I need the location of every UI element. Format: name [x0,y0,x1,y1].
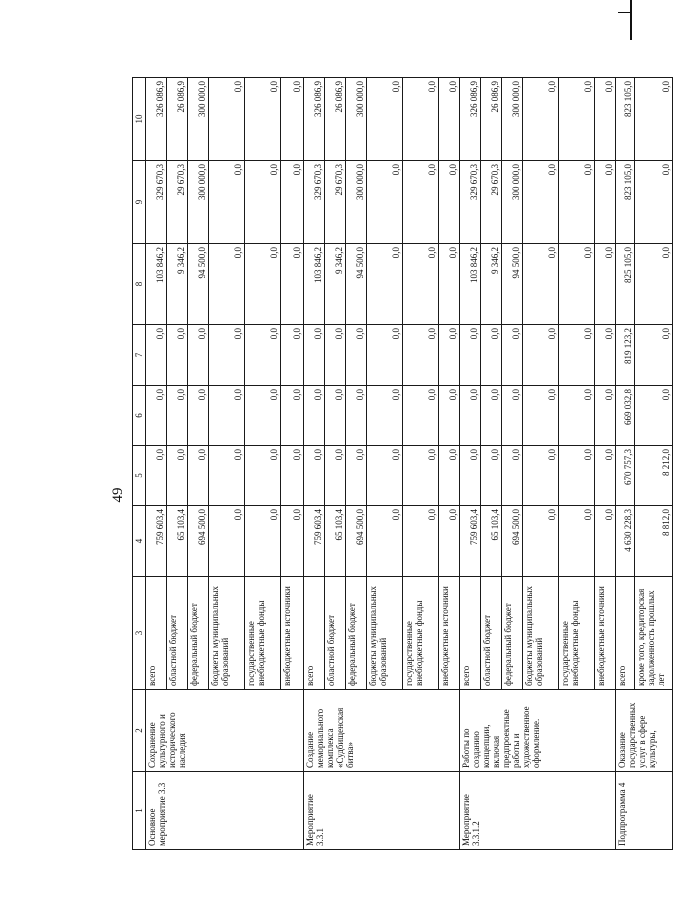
value-cell: 300 000,0 [502,78,523,161]
value-cell: 26 086,9 [167,78,188,161]
funding-source-cell: бюджеты муниципальных образований [367,577,403,690]
item-name-cell: Оказание государственных услуг в сфере культуры, [616,690,673,772]
funding-source-cell: внебюджетные источники [281,577,304,690]
scan-edge-mark [630,0,632,40]
funding-source-cell: областной бюджет [481,577,502,690]
value-cell: 103 846,2 [304,244,325,325]
value-cell: 0,0 [403,325,439,386]
value-cell: 326 086,9 [146,78,167,161]
value-cell: 0,0 [245,161,281,244]
value-cell: 9 346,2 [325,244,346,325]
value-cell: 300 000,0 [188,78,209,161]
value-cell: 0,0 [188,446,209,506]
value-cell: 329 670,3 [146,161,167,244]
funding-source-cell: государственные внебюджетные фонды [403,577,439,690]
value-cell: 0,0 [188,386,209,446]
value-cell: 0,0 [523,325,559,386]
value-cell: 0,0 [595,161,616,244]
value-cell: 0,0 [439,78,460,161]
funding-source-cell: всего [616,577,635,690]
value-cell: 94 500,0 [346,244,367,325]
value-cell: 0,0 [559,244,595,325]
value-cell: 300 000,0 [502,161,523,244]
value-cell: 0,0 [281,506,304,577]
value-cell: 0,0 [245,446,281,506]
item-code-cell: Мероприятие 3.3.1 [304,772,460,850]
value-cell: 0,0 [209,244,245,325]
value-cell: 0,0 [403,161,439,244]
value-cell: 0,0 [439,244,460,325]
value-cell: 29 670,3 [167,161,188,244]
table-row [616,78,635,850]
value-cell: 0,0 [281,78,304,161]
value-cell: 26 086,9 [481,78,502,161]
value-cell: 65 103,4 [481,506,502,577]
value-cell: 0,0 [559,506,595,577]
value-cell: 103 846,2 [460,244,481,325]
value-cell: 0,0 [209,386,245,446]
value-cell: 0,0 [502,325,523,386]
value-cell: 0,0 [403,506,439,577]
item-name-cell: Работы по созданию концепции, включая предпроектные работы и художественное оформление. [460,690,616,772]
value-cell: 8 812,0 [635,506,673,577]
value-cell: 0,0 [460,325,481,386]
value-cell: 0,0 [245,244,281,325]
value-cell: 0,0 [325,446,346,506]
value-cell: 0,0 [325,386,346,446]
value-cell: 0,0 [281,161,304,244]
value-cell: 0,0 [559,325,595,386]
value-cell: 0,0 [167,446,188,506]
value-cell: 0,0 [523,386,559,446]
value-cell: 0,0 [167,325,188,386]
value-cell: 0,0 [460,446,481,506]
value-cell: 300 000,0 [188,161,209,244]
item-code-cell: Подпрограмма 4 [616,772,673,850]
value-cell: 103 846,2 [146,244,167,325]
funding-source-cell: всего [304,577,325,690]
value-cell: 823 105,0 [616,78,635,161]
header-cell: 6 [133,386,146,446]
funding-source-cell: внебюджетные источники [439,577,460,690]
value-cell: 0,0 [367,325,403,386]
value-cell: 326 086,9 [304,78,325,161]
value-cell: 0,0 [209,78,245,161]
value-cell: 0,0 [523,244,559,325]
value-cell: 29 670,3 [325,161,346,244]
value-cell: 0,0 [146,325,167,386]
value-cell: 0,0 [346,386,367,446]
value-cell: 329 670,3 [460,161,481,244]
value-cell: 0,0 [523,161,559,244]
value-cell: 0,0 [146,386,167,446]
value-cell: 0,0 [209,446,245,506]
value-cell: 0,0 [595,386,616,446]
value-cell: 0,0 [346,325,367,386]
value-cell: 0,0 [439,446,460,506]
value-cell: 0,0 [367,386,403,446]
funding-source-cell: государственные внебюджетные фонды [559,577,595,690]
value-cell: 0,0 [439,161,460,244]
value-cell: 759 603,4 [146,506,167,577]
value-cell: 0,0 [304,386,325,446]
table-row [146,78,167,850]
value-cell: 0,0 [245,386,281,446]
funding-source-cell: федеральный бюджет [188,577,209,690]
value-cell: 0,0 [635,386,673,446]
value-cell: 0,0 [146,446,167,506]
value-cell: 0,0 [304,446,325,506]
value-cell: 0,0 [523,78,559,161]
value-cell: 0,0 [367,161,403,244]
funding-source-cell: федеральный бюджет [346,577,367,690]
value-cell: 0,0 [209,161,245,244]
value-cell: 0,0 [460,386,481,446]
value-cell: 0,0 [304,325,325,386]
value-cell: 0,0 [559,78,595,161]
funding-source-cell: кроме того, кредиторская задолженность прошлых лет [635,577,673,690]
value-cell: 29 670,3 [481,161,502,244]
value-cell: 0,0 [595,325,616,386]
value-cell: 0,0 [325,325,346,386]
value-cell: 0,0 [481,386,502,446]
header-cell: 5 [133,446,146,506]
value-cell: 8 212,0 [635,446,673,506]
table-row [460,78,481,850]
header-cell: 2 [133,690,146,772]
funding-source-cell: всего [146,577,167,690]
header-cell: 8 [133,244,146,325]
value-cell: 9 346,2 [481,244,502,325]
value-cell: 0,0 [367,446,403,506]
value-cell: 0,0 [595,446,616,506]
funding-source-cell: бюджеты муниципальных образований [209,577,245,690]
value-cell: 0,0 [367,78,403,161]
value-cell: 823 105,0 [616,161,635,244]
funding-source-cell: государственные внебюджетные фонды [245,577,281,690]
value-cell: 0,0 [245,78,281,161]
value-cell: 65 103,4 [167,506,188,577]
value-cell: 0,0 [559,446,595,506]
value-cell: 26 086,9 [325,78,346,161]
funding-source-cell: всего [460,577,481,690]
value-cell: 0,0 [209,325,245,386]
value-cell: 0,0 [403,386,439,446]
value-cell: 0,0 [281,386,304,446]
header-row [133,78,146,850]
value-cell: 0,0 [403,244,439,325]
funding-source-cell: внебюджетные источники [595,577,616,690]
value-cell: 300 000,0 [346,78,367,161]
value-cell: 825 105,0 [616,244,635,325]
value-cell: 94 500,0 [188,244,209,325]
header-cell: 1 [133,772,146,850]
value-cell: 65 103,4 [325,506,346,577]
value-cell: 0,0 [595,78,616,161]
item-name-cell: Создание мемориального комплекса «Судбищенская битва» [304,690,460,772]
value-cell: 0,0 [502,446,523,506]
header-cell: 9 [133,161,146,244]
value-cell: 0,0 [439,325,460,386]
value-cell: 0,0 [595,244,616,325]
funding-source-cell: бюджеты муниципальных образований [523,577,559,690]
value-cell: 759 603,4 [304,506,325,577]
value-cell: 0,0 [635,161,673,244]
value-cell: 0,0 [281,446,304,506]
header-cell: 7 [133,325,146,386]
value-cell: 694 500,0 [502,506,523,577]
value-cell: 0,0 [523,446,559,506]
value-cell: 0,0 [559,386,595,446]
value-cell: 0,0 [403,446,439,506]
table-row [304,78,325,850]
header-cell: 3 [133,577,146,690]
value-cell: 759 603,4 [460,506,481,577]
funding-source-cell: федеральный бюджет [502,577,523,690]
item-code-cell: Мероприятие 3.3.1.2 [460,772,616,850]
budget-table [132,77,673,850]
value-cell: 9 346,2 [167,244,188,325]
value-cell: 819 123,2 [616,325,635,386]
value-cell: 4 630 228,3 [616,506,635,577]
value-cell: 0,0 [367,506,403,577]
value-cell: 669 032,8 [616,386,635,446]
value-cell: 694 500,0 [188,506,209,577]
value-cell: 0,0 [367,244,403,325]
value-cell: 326 086,9 [460,78,481,161]
value-cell: 0,0 [439,386,460,446]
value-cell: 0,0 [403,78,439,161]
value-cell: 0,0 [188,325,209,386]
item-name-cell: Сохранение культурного и исторического наследия [146,690,304,772]
value-cell: 0,0 [346,446,367,506]
scan-edge-mark [618,12,630,13]
page-number: 49 [110,487,126,503]
value-cell: 0,0 [635,78,673,161]
value-cell: 0,0 [635,244,673,325]
value-cell: 0,0 [523,506,559,577]
value-cell: 0,0 [439,506,460,577]
funding-source-cell: областной бюджет [325,577,346,690]
value-cell: 329 670,3 [304,161,325,244]
value-cell: 0,0 [502,386,523,446]
rotated-table-wrapper [132,78,671,850]
value-cell: 0,0 [281,244,304,325]
value-cell: 0,0 [245,325,281,386]
value-cell: 0,0 [245,506,281,577]
header-cell: 4 [133,506,146,577]
item-code-cell: Основное мероприятие 3.3 [146,772,304,850]
value-cell: 0,0 [481,446,502,506]
funding-source-cell: областной бюджет [167,577,188,690]
value-cell: 94 500,0 [502,244,523,325]
value-cell: 0,0 [595,506,616,577]
value-cell: 0,0 [559,161,595,244]
value-cell: 0,0 [481,325,502,386]
value-cell: 300 000,0 [346,161,367,244]
value-cell: 0,0 [281,325,304,386]
value-cell: 670 757,3 [616,446,635,506]
value-cell: 0,0 [209,506,245,577]
header-cell: 10 [133,78,146,161]
value-cell: 0,0 [635,325,673,386]
value-cell: 694 500,0 [346,506,367,577]
value-cell: 0,0 [167,386,188,446]
